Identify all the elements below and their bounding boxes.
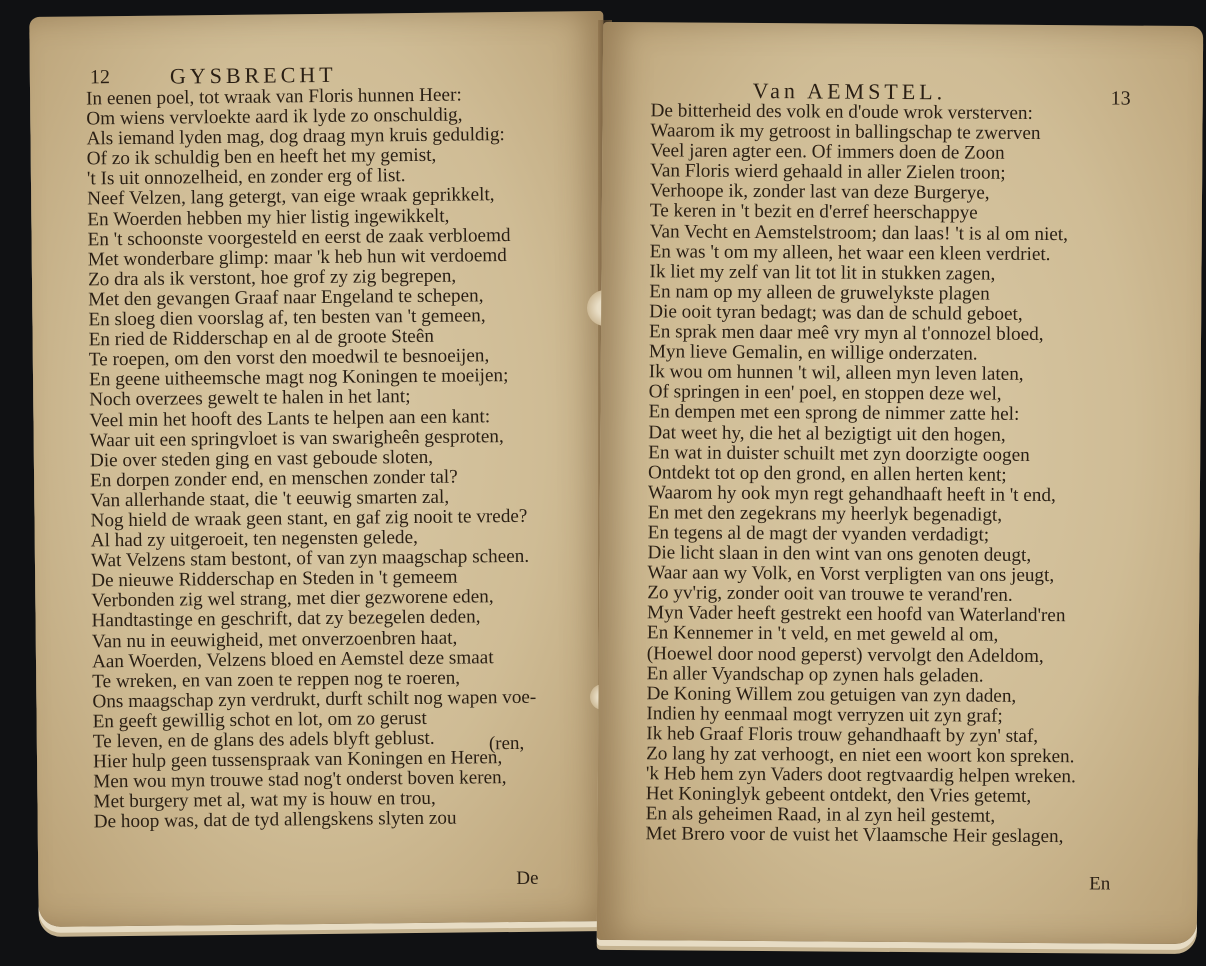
- verse-line: Die over steden ging en vast geboude sloten,: [89, 446, 434, 472]
- verse-line: Wat Velzens stam bestont, of van zyn maagschap scheen.: [90, 545, 530, 572]
- verse-line: Indien hy eenmaal mogt verryzen uit zyn graf;: [646, 703, 1003, 727]
- verse-line: Ik wou om hunnen 't wil, alleen myn leven laten,: [648, 361, 1024, 386]
- verse-line: Dat weet hy, die het al bezigtigt uit den hogen,: [648, 421, 1006, 446]
- verse-line: Zo lang hy zat verhoogt, en niet een woort kon spreken.: [646, 743, 1075, 768]
- verse-line: En Woerden hebben my hier listig ingewikkelt,: [87, 205, 450, 230]
- verse-line: En geeft gewillig schot en lot, om zo gerust: [92, 707, 427, 733]
- verse-line: De bitterheid des volk en d'oude wrok versterven:: [650, 100, 1033, 124]
- verse-line: Zo dra als ik verstont, hoe grof zy zig begrepen,: [87, 265, 457, 291]
- verse-line: En dempen met een sprong de nimmer zatte hel:: [648, 401, 1020, 426]
- verse-line: Handtastinge en geschrift, dat zy bezegelen deden,: [91, 606, 481, 632]
- verse-line: Ik heb Graaf Floris trouw gehandhaaft by zyn' staf,: [646, 723, 1039, 747]
- verse-line: Aan Woerden, Velzens bloed en Aemstel deze smaat: [91, 646, 494, 673]
- verse-line: Het Koninglyk gebeent ontdekt, den Vries getemt,: [645, 783, 1032, 808]
- verse-line: Met Brero voor de vuist het Vlaamsche Heir geslagen,: [645, 823, 1064, 848]
- verse-line: Met den gevangen Graaf naar Engeland te schepen,: [88, 285, 484, 311]
- verse-line: (Hoewel door nood geperst) vervolgt den Adeldom,: [646, 642, 1044, 667]
- running-head: Van AEMSTEL.: [752, 77, 947, 105]
- verse-line: Met wonderbare glimp: maar 'k heb hun wit verdoemd: [87, 244, 507, 271]
- running-head: GYSBRECHT: [169, 61, 337, 89]
- verse-line: Veel min het hooft des Lants te helpen aan een kant:: [89, 405, 491, 431]
- verse-line: En Kennemer in 't veld, en met geweld al om,: [646, 622, 999, 647]
- verse-line: Men wou myn trouwe stad nog't onderst boven keren,: [93, 767, 507, 793]
- verse-line: Van allerhande staat, die 't eeuwig smarten zal,: [90, 486, 450, 512]
- left-page: [29, 11, 612, 927]
- verse-line: En was 't om my alleen, het waar een kleen verdriet.: [649, 240, 1051, 265]
- verse-line: Ik liet my zelf van lit tot lit in stukken zagen,: [649, 260, 996, 285]
- verse-line: Van Floris wierd gehaald in aller Zielen troon;: [650, 160, 1006, 185]
- turnover: (ren,: [488, 732, 525, 755]
- verse-text: [645, 101, 1080, 847]
- verse-line: Al had zy uitgeroeit, ten negensten gelede,: [90, 527, 418, 552]
- verse-line: Nog hield de wraak geen stant, en gaf zig nooit te vrede?: [90, 505, 528, 532]
- verse-line: 'k Heb hem zyn Vaders doot regtvaardig helpen wreken.: [645, 763, 1076, 788]
- verse-text: [86, 85, 538, 833]
- verse-line: Met burgery met al, wat my is houw en trou,: [93, 788, 436, 813]
- verse-line: Die licht slaan in den wint van ons genoten deugt,: [647, 542, 1032, 566]
- verse-line: Myn Vader heeft gestrekt een hoofd van Waterland'ren: [647, 602, 1066, 627]
- verse-line: En tegens al de magt der vyanden verdadigt;: [647, 522, 990, 546]
- verse-line: Of zo ik schuldig ben en heeft het my gemist,: [86, 145, 437, 170]
- verse-line: Hier hulp geen tussenspraak van Koningen en Heren,: [92, 747, 503, 773]
- verse-line: Waarom hy ook myn regt gehandhaaft heeft in 't end,: [647, 482, 1056, 506]
- verse-line: Waar uit een springvloet is van swarigheên gesproten,: [89, 425, 504, 452]
- verse-line: Te leven, en de glans des adels blyft geblust.: [92, 727, 435, 753]
- verse-line: En aller Vyandschap op zynen hals geladen.: [646, 662, 984, 687]
- page-number: 13: [1110, 87, 1131, 110]
- verse-line: En met den zegekrans my heerlyk begenadigt,: [647, 502, 1003, 526]
- verse-line: Of springen in een' poel, en stoppen deze wel,: [648, 381, 1002, 406]
- verse-line: En dorpen zonder end, en menschen zonder tal?: [89, 466, 458, 492]
- verse-line: Te keren in 't bezit en d'erref heerschappye: [649, 200, 978, 225]
- verse-line: En als geheimen Raad, in al zyn heil gestemt,: [645, 803, 996, 827]
- verse-line: De nieuwe Ridderschap en Steden in 't gemeem: [91, 566, 458, 592]
- verse-line: Verbonden zig wel strang, met dier gezworene eden,: [91, 586, 494, 612]
- verse-line: En ried de Ridderschap en al de groote Steên: [88, 325, 434, 351]
- verse-line: Verhoope ik, zonder last van deze Burgerye,: [649, 180, 990, 204]
- verse-line: En sloeg dien voorslag af, ten besten van 't gemeen,: [88, 305, 486, 331]
- verse-line: Ontdekt tot op den grond, en allen herten kent;: [647, 461, 1007, 486]
- verse-line: En sprak men daar meê vry myn al t'onnozel bloed,: [648, 321, 1044, 346]
- verse-line: Van Vecht en Aemstelstroom; dan laas! 't is al om niet,: [649, 220, 1069, 245]
- verse-line: Zo yv'rig, zonder ooit van trouwe te verand'ren.: [647, 582, 1013, 607]
- catchword: En: [1089, 873, 1111, 895]
- verse-line: En geene uitheemsche magt nog Koningen te moeijen;: [88, 365, 509, 391]
- verse-line: Myn lieve Gemalin, en willige onderzaten.: [648, 341, 978, 365]
- page-number: 12: [89, 66, 111, 89]
- verse-line: Te wreken, en van zoen te reppen nog te roeren,: [92, 667, 461, 693]
- verse-line: Die ooit tyran bedagt; was dan de schuld geboet,: [649, 301, 1023, 325]
- verse-line: Neef Velzen, lang getergt, van eige wraak geprikkelt,: [87, 184, 495, 210]
- verse-line: Ons maagschap zyn verdrukt, durft schilt nog wapen voe-: [92, 686, 537, 713]
- verse-line: 't Is uit onnozelheid, en zonder erg of list.: [86, 165, 406, 190]
- verse-line: De hoop was, dat de tyd allengskens slyten zou: [93, 807, 457, 833]
- verse-line: En nam op my alleen de gruwelykste plagen: [649, 281, 990, 305]
- verse-line: En wat in duister schuilt met zyn doorzigte oogen: [648, 441, 1030, 466]
- verse-line: Als iemand lyden mag, dog draag myn kruis geduldig:: [86, 124, 505, 150]
- catchword: De: [516, 867, 539, 889]
- verse-line: In eenen poel, tot wraak van Floris hunnen Heer:: [86, 84, 462, 110]
- verse-line: Om wiens vervloekte aard ik lyde zo onschuldig,: [86, 104, 463, 130]
- verse-line: De Koning Willem zou getuigen van zyn daden,: [646, 682, 1017, 707]
- right-page: [597, 22, 1203, 944]
- verse-line: Veel jaren agter een. Of immers doen de Zoon: [650, 140, 1005, 164]
- verse-line: Waar aan wy Volk, en Vorst verpligten van ons jeugt,: [647, 562, 1055, 587]
- verse-line: Waarom ik my getroost in ballingschap te zwerven: [650, 120, 1041, 145]
- verse-line: Noch overzees gewelt te halen in het lant;: [89, 386, 411, 411]
- verse-line: Te roepen, om den vorst den moedwil te besnoeijen,: [88, 345, 490, 371]
- verse-line: En 't schoonste voorgesteld en eerst de zaak verbloemd: [87, 224, 511, 251]
- verse-line: Van nu in eeuwigheid, met onverzoenbren haat,: [91, 627, 458, 652]
